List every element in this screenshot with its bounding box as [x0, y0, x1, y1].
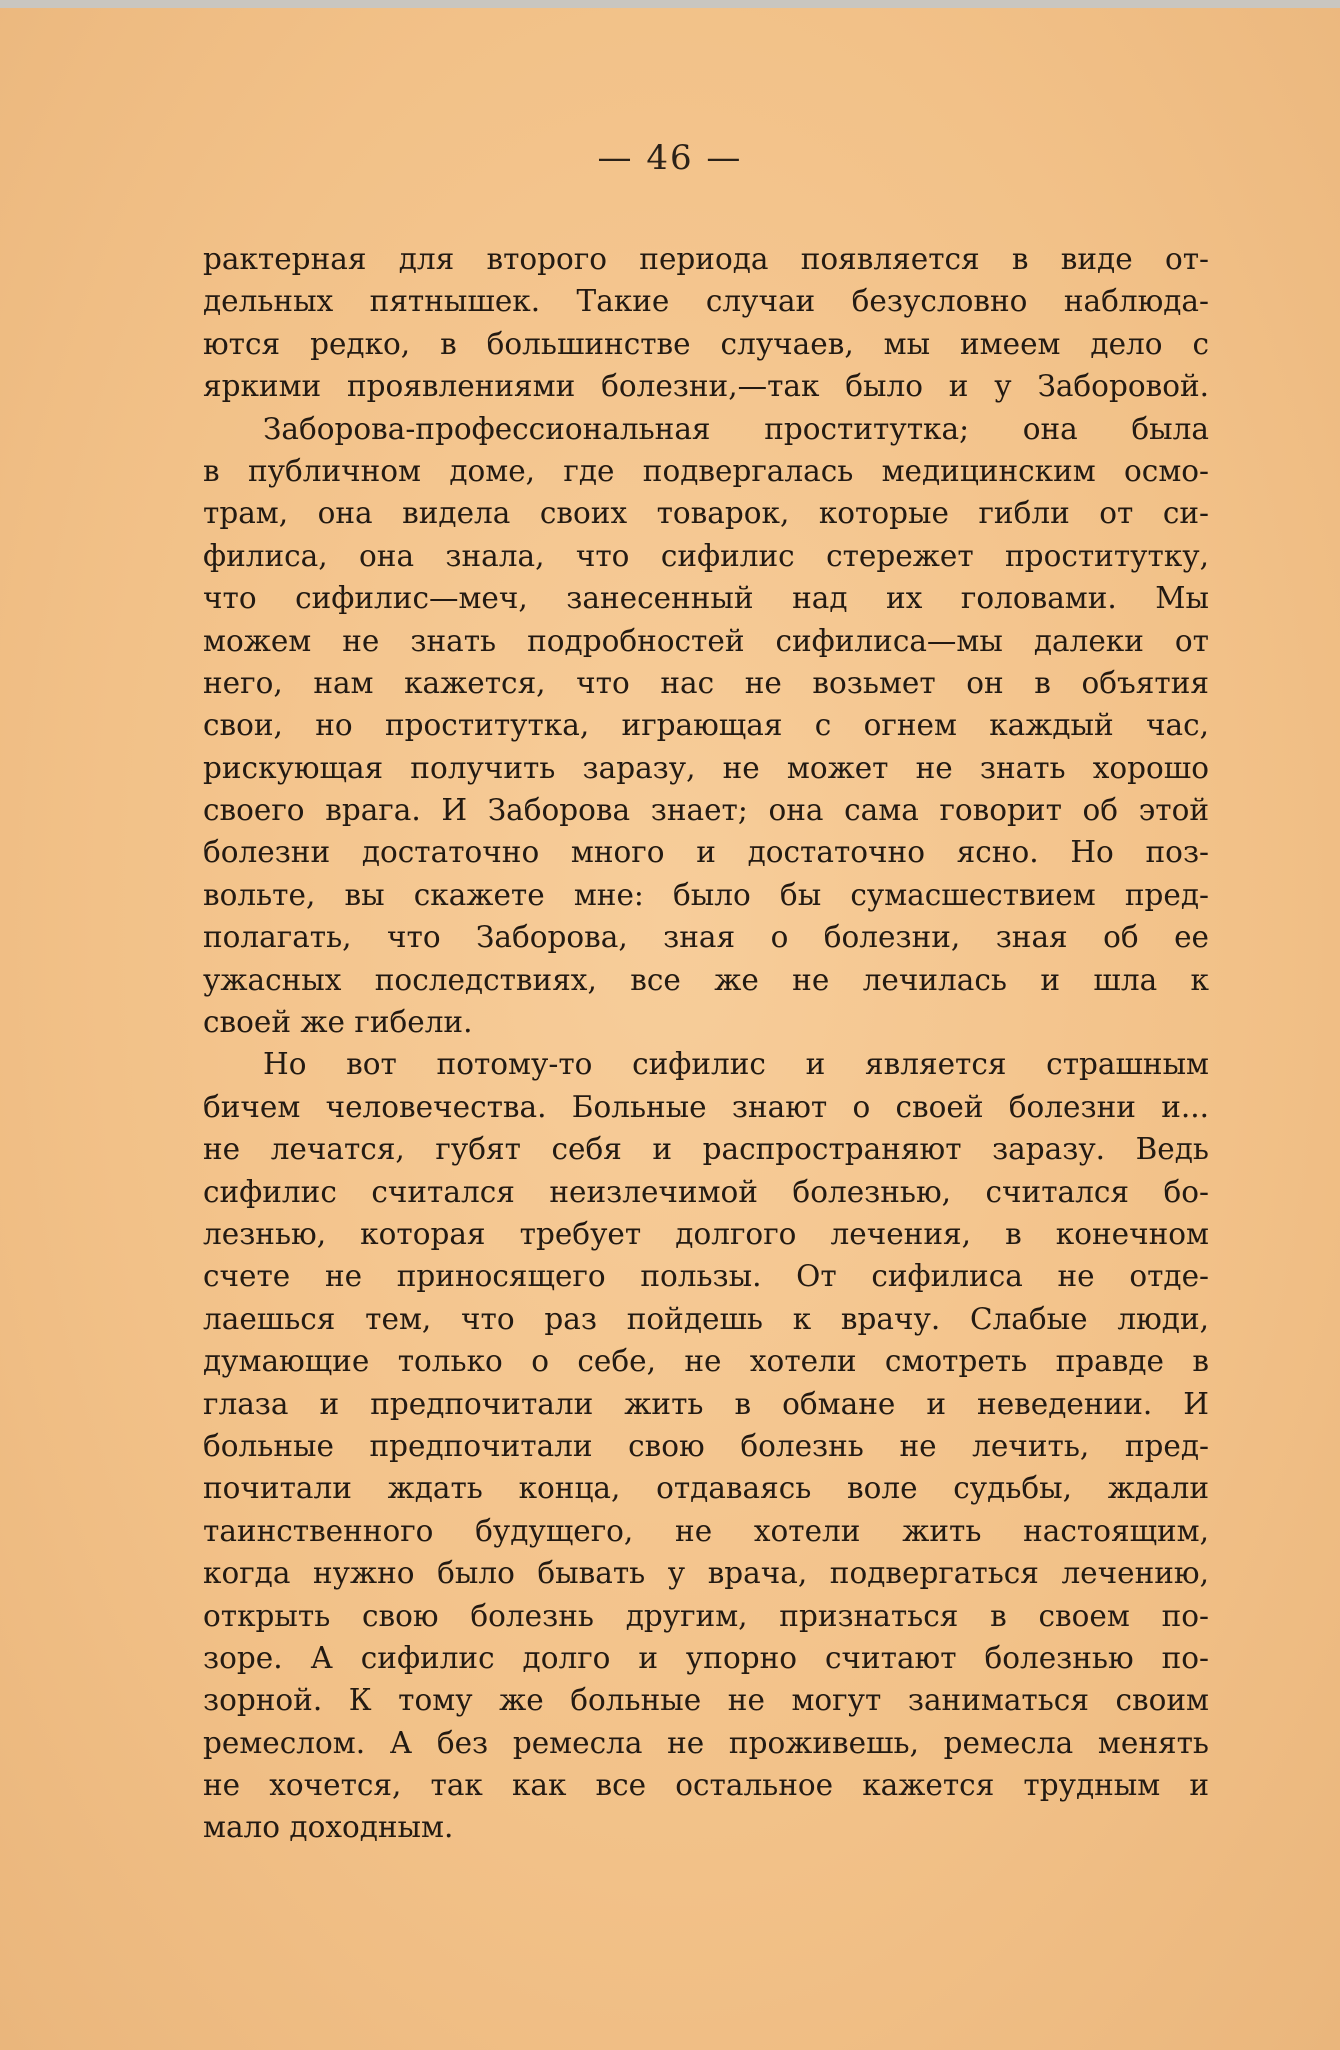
text-line: не хочется, так как все остальное кажется трудным и [203, 1768, 1209, 1803]
page-number: — 46 — [597, 138, 743, 178]
text-line: Заборова-профессиональная проститутка; она была [263, 411, 1209, 446]
text-line: своей же гибели. [203, 1005, 473, 1040]
text-line: мало доходным. [203, 1810, 454, 1845]
text-line: открыть свою болезнь другим, признаться в своем по- [203, 1598, 1209, 1633]
text-line: лаешься тем, что раз пойдешь к врачу. Слабые люди, [203, 1301, 1209, 1336]
text-line: что сифилис—меч, занесенный над их головами. Мы [203, 581, 1209, 616]
text-line: полагать, что Заборова, зная о болезни, зная об ее [203, 920, 1209, 955]
text-line: зорной. К тому же больные не могут заниматься своим [203, 1683, 1209, 1718]
text-line: счете не приносящего пользы. От сифилиса не отде- [203, 1259, 1209, 1294]
text-line: ужасных последствиях, все же не лечилась и шла к [203, 962, 1209, 997]
text-line: ются редко, в большинстве случаев, мы имеем дело с [203, 326, 1209, 361]
text-line: таинственного будущего, не хотели жить настоящим, [203, 1513, 1209, 1548]
text-line: в публичном доме, где подвергалась медицинским осмо- [203, 453, 1209, 488]
text-line: больные предпочитали свою болезнь не лечить, пред- [203, 1428, 1209, 1463]
text-line: думающие только о себе, не хотели смотреть правде в [203, 1344, 1209, 1379]
text-line: лезнью, которая требует долгого лечения, в конечном [203, 1216, 1209, 1251]
text-line: можем не знать подробностей сифилиса—мы далеки от [203, 623, 1209, 658]
text-line: когда нужно было бывать у врача, подвергаться лечению, [203, 1556, 1209, 1591]
text-line: бичем человечества. Больные знают о своей болезни и... [203, 1089, 1209, 1124]
text-line: ремеслом. А без ремесла не проживешь, ремесла менять [203, 1725, 1209, 1760]
body-text [203, 238, 1209, 1849]
text-line: Но вот потому-то сифилис и является страшным [263, 1047, 1209, 1082]
text-line: болезни достаточно много и достаточно ясно. Но поз- [203, 835, 1209, 870]
text-line: яркими проявлениями болезни,—так было и у Заборовой. [203, 369, 1209, 404]
text-line: почитали ждать конца, отдаваясь воле судьбы, ждали [203, 1471, 1209, 1506]
text-line: свои, но проститутка, играющая с огнем каждый час, [203, 708, 1209, 743]
text-line: рискующая получить заразу, не может не знать хорошо [203, 750, 1209, 785]
text-line: своего врага. И Заборова знает; она сама говорит об этой [203, 793, 1209, 828]
text-line: него, нам кажется, что нас не возьмет он в объятия [203, 665, 1209, 700]
text-line: вольте, вы скажете мне: было бы сумасшествием пред- [203, 877, 1209, 912]
text-line: дельных пятнышек. Такие случаи безусловно наблюда- [203, 284, 1209, 319]
text-line: филиса, она знала, что сифилис стережет проститутку, [203, 538, 1209, 573]
text-line: рактерная для второго периода появляется в виде от- [203, 242, 1209, 276]
text-line: сифилис считался неизлечимой болезнью, считался бо- [203, 1174, 1209, 1209]
text-line: трам, она видела своих товарок, которые гибли от си- [203, 496, 1209, 531]
text-line: зоре. А сифилис долго и упорно считают болезнью по- [203, 1640, 1209, 1675]
scan-top-edge [0, 0, 1340, 8]
text-line: не лечатся, губят себя и распространяют заразу. Ведь [203, 1132, 1209, 1167]
text-line: глаза и предпочитали жить в обмане и неведении. И [203, 1386, 1209, 1421]
